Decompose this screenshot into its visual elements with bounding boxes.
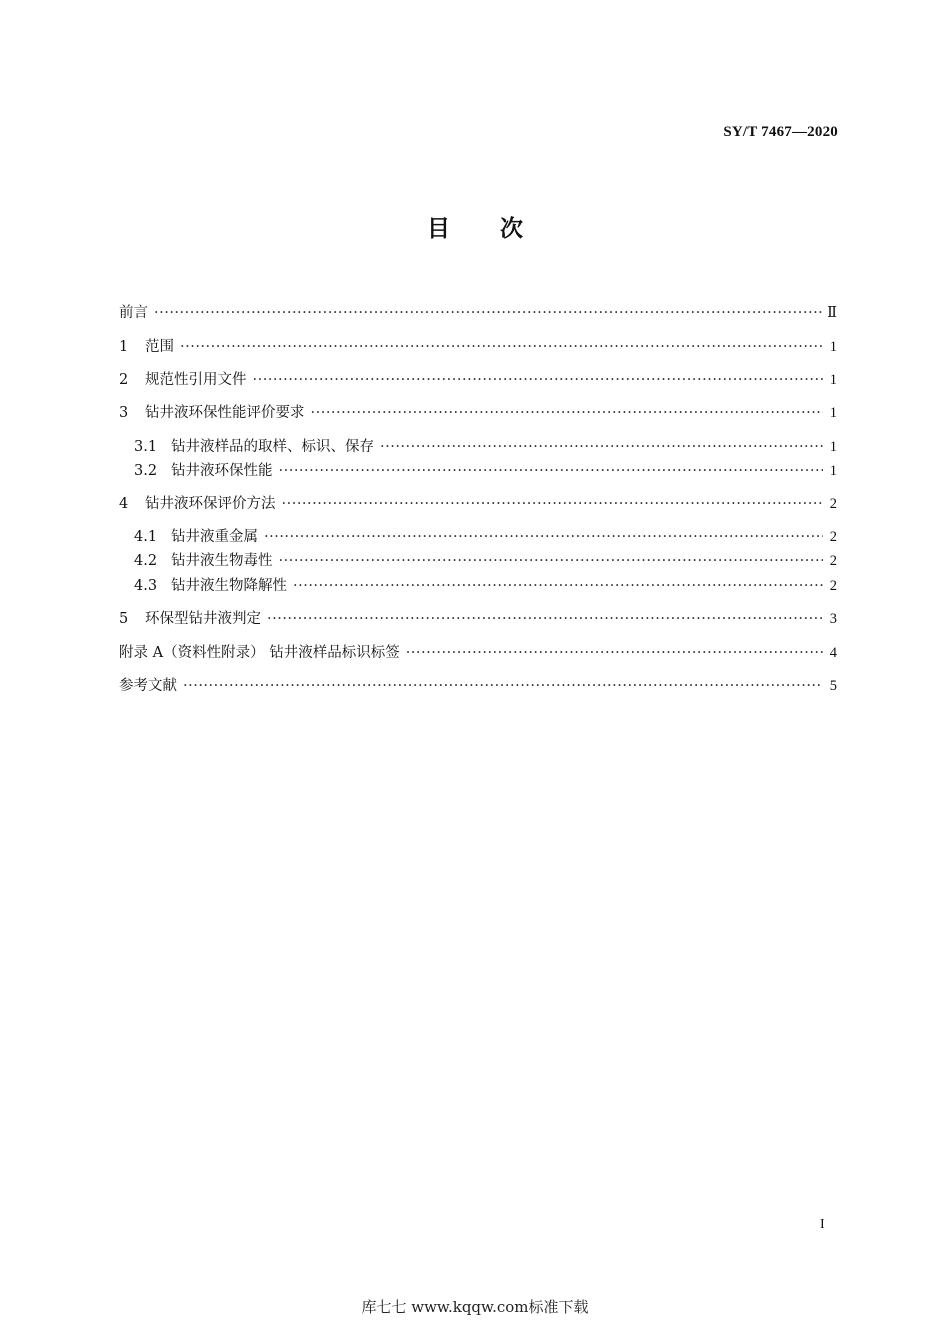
toc-page-number: 4: [829, 645, 837, 661]
toc-page-number: Ⅱ: [827, 305, 837, 321]
toc-dot-leader: [183, 676, 823, 696]
toc-page-number: 2: [829, 578, 837, 594]
toc-entry-appendix-a[interactable]: [119, 643, 837, 663]
toc-dot-leader: [380, 437, 823, 457]
toc-entry-text: 钻井液重金属: [171, 529, 258, 545]
toc-page-number: 5: [829, 678, 837, 694]
toc-entry-4-3[interactable]: [134, 576, 837, 596]
toc-section-number: 2: [119, 372, 129, 388]
toc-dot-leader: [253, 370, 824, 390]
toc-section-number: 4.2: [134, 553, 158, 569]
toc-entry-3-2[interactable]: [134, 461, 837, 481]
toc-dot-leader: [264, 527, 823, 547]
toc-entry-text: 钻井液环保性能评价要求: [145, 405, 305, 421]
toc-section-number: 3: [119, 405, 129, 421]
toc-entry-text: 环保型钻井液判定: [145, 611, 261, 627]
toc-dot-leader: [279, 461, 824, 481]
toc-section-number: 5: [119, 611, 129, 627]
toc-entry-text: 规范性引用文件: [145, 372, 247, 388]
toc-dot-leader: [267, 609, 823, 629]
toc-entry-3[interactable]: [119, 403, 837, 423]
toc-page-number: 2: [829, 529, 837, 545]
toc-section-number: 3.1: [134, 439, 158, 455]
toc-title-char-1: 目: [427, 216, 450, 242]
toc-page-number: 1: [829, 372, 837, 388]
toc-page-number: 3: [829, 611, 837, 627]
toc-title: [0, 213, 950, 245]
toc-entry-text: 前言: [119, 305, 148, 321]
toc-entry-2[interactable]: [119, 370, 837, 390]
toc-entry-text: 钻井液样品的取样、标识、保存: [171, 439, 374, 455]
toc-page-number: 1: [829, 463, 837, 479]
toc-page-number: 2: [829, 553, 837, 569]
toc-entry-text: 钻井液环保性能: [171, 463, 273, 479]
toc-section-number: 4.3: [134, 578, 158, 594]
toc-entry-1[interactable]: [119, 337, 837, 357]
toc-page-number: 1: [829, 439, 837, 455]
toc-entry-text: 附录 A（资料性附录） 钻井液样品标识标签: [119, 645, 400, 661]
toc-entry-5[interactable]: [119, 609, 837, 629]
toc-dot-leader: [180, 337, 823, 357]
toc-entry-foreword[interactable]: [119, 303, 837, 323]
toc-section-number: 3.2: [134, 463, 158, 479]
toc-dot-leader: [154, 303, 823, 323]
download-watermark: 库七七 www.kqqw.com标准下载: [361, 1298, 589, 1316]
standard-number: SY/T 7467—2020: [723, 124, 838, 140]
toc-dot-leader: [311, 403, 824, 423]
toc-dot-leader: [279, 551, 824, 571]
toc-entry-text: 参考文献: [119, 678, 177, 694]
toc-entry-4[interactable]: [119, 494, 837, 514]
toc-section-number: 4.1: [134, 529, 158, 545]
toc-page-number: 1: [829, 405, 837, 421]
toc-entry-text: 钻井液环保评价方法: [145, 496, 276, 512]
toc-dot-leader: [406, 643, 823, 663]
toc-title-char-2: 次: [500, 216, 523, 242]
toc-entry-text: 钻井液生物毒性: [171, 553, 273, 569]
page-number: I: [820, 1217, 825, 1232]
toc-entry-bibliography[interactable]: [119, 676, 837, 696]
toc-entry-4-2[interactable]: [134, 551, 837, 571]
toc-entry-text: 钻井液生物降解性: [171, 578, 287, 594]
toc-dot-leader: [282, 494, 824, 514]
toc-entry-text: 范围: [145, 339, 174, 355]
toc-section-number: 4: [119, 496, 129, 512]
toc-section-number: 1: [119, 339, 129, 355]
toc-entry-4-1[interactable]: [134, 527, 837, 547]
toc-page-number: 2: [829, 496, 837, 512]
toc-entry-3-1[interactable]: [134, 437, 837, 457]
toc-page-number: 1: [829, 339, 837, 355]
toc-dot-leader: [293, 576, 823, 596]
